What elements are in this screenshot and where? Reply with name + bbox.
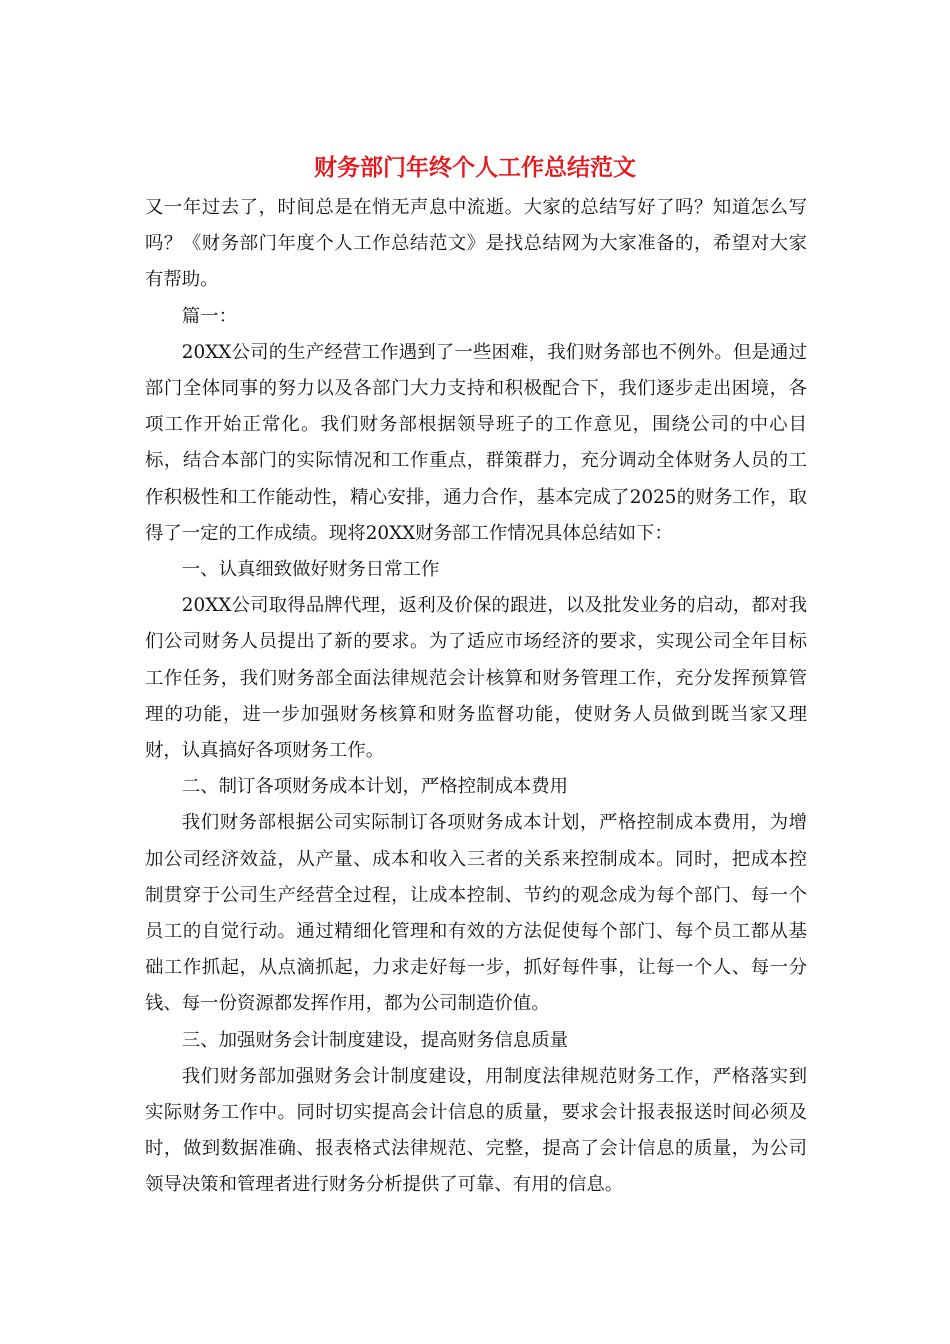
section-heading-3: 三、加强财务会计制度建设，提高财务信息质量: [181, 1029, 569, 1051]
document-title: 财务部门年终个人工作总结范文: [314, 154, 636, 181]
body-paragraph: 20XX公司的生产经营工作遇到了一些困难，我们财务部也不例外。但是通过部门全体同事的努力以及各部门大力支持和积极配合下，我们逐步走出困境，各项工作开始正常化。我们财务部根据领导班子的工作意见，围绕公司的中心目标，结合本部门的实际情况和工作重点，群策群力，充分调动全体财务人员的工作积极性和工作能动性，精心安排，通力合作，基本完成了2025的财务工作，取得了一定的工作成绩。现将20XX财务部工作情况具体总结如下：: [145, 341, 807, 544]
section-heading-2: 二、制订各项财务成本计划，严格控制成本费用: [181, 776, 569, 798]
part-label: 篇一：: [181, 305, 237, 327]
body-paragraph: 20XX公司取得品牌代理，返利及价保的跟进，以及批发业务的启动，都对我们公司财务人员提出了新的要求。为了适应市场经济的要求，实现公司全年目标工作任务，我们财务部全面法律规范会计核算和财务管理工作，充分发挥预算管理的功能，进一步加强财务核算和财务监督功能，使财务人员做到既当家又理财，认真搞好各项财务工作。: [145, 595, 807, 762]
intro-paragraph: 又一年过去了，时间总是在悄无声息中流逝。大家的总结写好了吗？知道怎么写吗？《财务部门年度个人工作总结范文》是找总结网为大家准备的，希望对大家有帮助。: [145, 197, 807, 291]
body-paragraph: 我们财务部根据公司实际制订各项财务成本计划，严格控制成本费用，为增加公司经济效益，从产量、成本和收入三者的关系来控制成本。同时，把成本控制贯穿于公司生产经营全过程，让成本控制、节约的观念成为每个部门、每一个员工的自觉行动。通过精细化管理和有效的方法促使每个部门、每个员工都从基础工作抓起，从点滴抓起，力求走好每一步，抓好每件事，让每一个人、每一分钱、每一份资源都发挥作用，都为公司制造价值。: [145, 812, 807, 1015]
document-body: [145, 190, 807, 1204]
body-paragraph: 我们财务部加强财务会计制度建设，用制度法律规范财务工作，严格落实到实际财务工作中。同时切实提高会计信息的质量，要求会计报表报送时间必须及时，做到数据准确、报表格式法律规范、完整，提高了会计信息的质量，为公司领导决策和管理者进行财务分析提供了可靠、有用的信息。: [145, 1065, 807, 1196]
section-heading-1: 一、认真细致做好财务日常工作: [181, 559, 440, 581]
